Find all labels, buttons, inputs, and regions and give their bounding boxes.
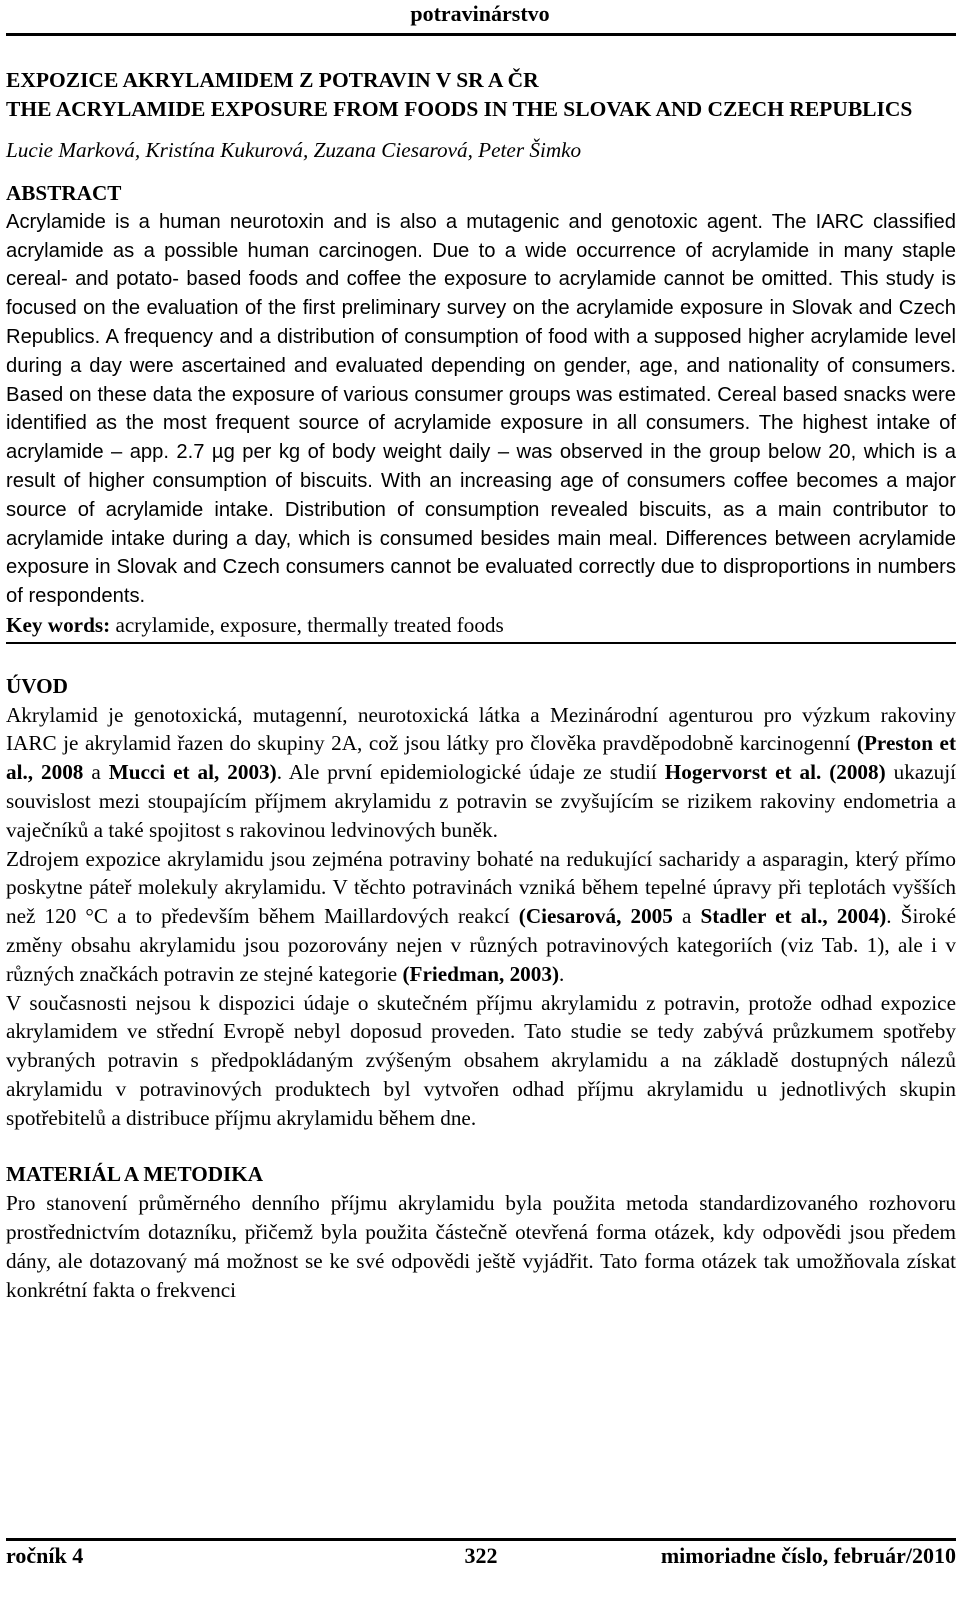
- header-rule: [6, 33, 956, 36]
- uvod-paragraph-3: V současnosti nejsou k dispozici údaje o skutečném příjmu akrylamidu z potravin, protože odhad expozice akrylamidem ve střední Evropě nebyl doposud proveden. Tato studie se tedy zabývá průzkumem spotřeby vybraných potravin s předpokládaným zvýšeným obsahem akrylamidu a na základě dostupných nálezů akrylamidu v potravinových produktech byl vytvořen odhad příjmu akrylamidu u jednotlivých skupin spotřebitelů a distribuce příjmu akrylamidu během dne.: [6, 990, 956, 1130]
- citation: (Ciesarová, 2005: [518, 904, 673, 929]
- text-run: ukazují souvislost mezi stoupajícím příjmem akrylamidu z potravin se zvyšujícím se rizikem rakoviny endometria a vaječníků a také spojitost s rakovinou ledvinových buněk.: [6, 760, 956, 842]
- text-run: . Široké změny obsahu akrylamidu jsou pozorovány nejen v různých potravinových kategoriích (viz Tab. 1), ale i v různých značkách potravin ze stejné kategorie: [6, 904, 956, 986]
- authors: Lucie Marková, Kristína Kukurová, Zuzana Ciesarová, Peter Šimko: [6, 138, 582, 163]
- article-title: [6, 66, 956, 123]
- uvod-paragraph-2: [6, 845, 956, 989]
- citation: Stadler et al., 2004): [700, 904, 887, 929]
- citation: Hogervorst et al. (2008): [664, 760, 886, 785]
- footer-volume: ročník 4: [6, 1543, 84, 1568]
- abstract-text: [6, 208, 956, 611]
- text-run: Akrylamid je genotoxická, mutagenní, neurotoxická látka a Mezinárodní agenturou pro výzkum rakoviny IARC je akrylamid řazen do skupiny 2A, což jsou látky pro člověka pravděpodobně karcinogenní: [6, 702, 956, 756]
- metodika-paragraph-1: Pro stanovení průměrného denního příjmu akrylamidu byla použita metoda standardizovaného rozhovoru prostřednictvím dotazníku, přičemž byla použita částečně otevřená forma otázek, kdy odpovědi jsou předem dány, ale dotazovaný má možnost se ke své odpovědi ještě vyjádřit. Tato forma otázek tak umožňovala získat konkrétní fakta o frekvenci: [6, 1191, 956, 1302]
- citation: Mucci et al, 2003): [108, 760, 277, 785]
- text-run: Zdrojem expozice akrylamidu jsou zejména potraviny bohaté na redukující sacharidy a asparagin, který přímo poskytne páteř molekuly akrylamidu. V těchto potravinách vzniká během tepelné úpravy při teplotách vyšších než 120 °C a to především během Maillardových reakcí: [6, 846, 956, 929]
- running-header: potravinárstvo: [410, 1, 550, 26]
- title-english: THE ACRYLAMIDE EXPOSURE FROM FOODS IN THE SLOVAK AND CZECH REPUBLICS: [6, 96, 913, 121]
- text-run: a: [672, 904, 701, 929]
- abstract-text-part-1: Acrylamide is a human neurotoxin and is also a mutagenic and genotoxic agent. The IARC classified acrylamide as a possible human carcinogen. Due to a wide occurrence of acrylamide in many staple cereal- and potato- based foods and coffee the exposure to acrylamide cannot be omitted.: [6, 210, 956, 291]
- footer-issue: mimoriadne číslo, február/2010: [660, 1543, 956, 1568]
- keywords-value: acrylamide, exposure, thermally treated foods: [110, 612, 504, 637]
- section-heading-metodika: MATERIÁL A METODIKA: [6, 1162, 264, 1187]
- footer-rule: [6, 1538, 956, 1541]
- title-czech: EXPOZICE AKRYLAMIDEM Z POTRAVIN V SR A ČR: [6, 68, 539, 92]
- text-run: . Ale první epidemiologické údaje ze studií: [276, 760, 665, 785]
- text-run: a: [83, 760, 109, 785]
- citation: (Preston et al., 2008: [6, 731, 957, 785]
- abstract-heading: ABSTRACT: [6, 180, 122, 205]
- article-content: [6, 66, 956, 1304]
- text-run: .: [559, 961, 565, 986]
- keywords-rule: [6, 642, 956, 644]
- footer-page-number: 322: [464, 1543, 498, 1568]
- keywords-label: Key words:: [6, 612, 111, 637]
- citation: (Friedman, 2003): [402, 961, 560, 986]
- abstract-text-part-2: This study is focused on the evaluation of the first preliminary survey on the acrylamide exposure in Slovak and Czech Republics. A frequency and a distribution of consumption of food with a supposed higher acrylamide level during a day were ascertained and evaluated depending on gender, age, and nationality of consumers. Based on these data the exposure of various consumer groups was estimated. Cereal based snacks were identified as the most frequent source of acrylamide exposure in all consumers. The highest intake of acrylamide – app. 2.7 µg per kg of body weight daily – was observed in the group below 20, which is a result of higher consumption of biscuits. With an increasing age of consumers coffee becomes a major source of acrylamide intake. Distribution of consumption revealed biscuits, as a main contributor to acrylamide intake during a day, which is consumed besides main meal. Differences between acrylamide exposure in Slovak and Czech consumers cannot be evaluated correctly due to disproportions in numbers of respondents.: [6, 268, 957, 608]
- page-footer: [6, 1542, 956, 1572]
- section-heading-uvod: ÚVOD: [6, 673, 68, 698]
- keywords: [6, 611, 956, 640]
- uvod-paragraph-1: [6, 701, 956, 845]
